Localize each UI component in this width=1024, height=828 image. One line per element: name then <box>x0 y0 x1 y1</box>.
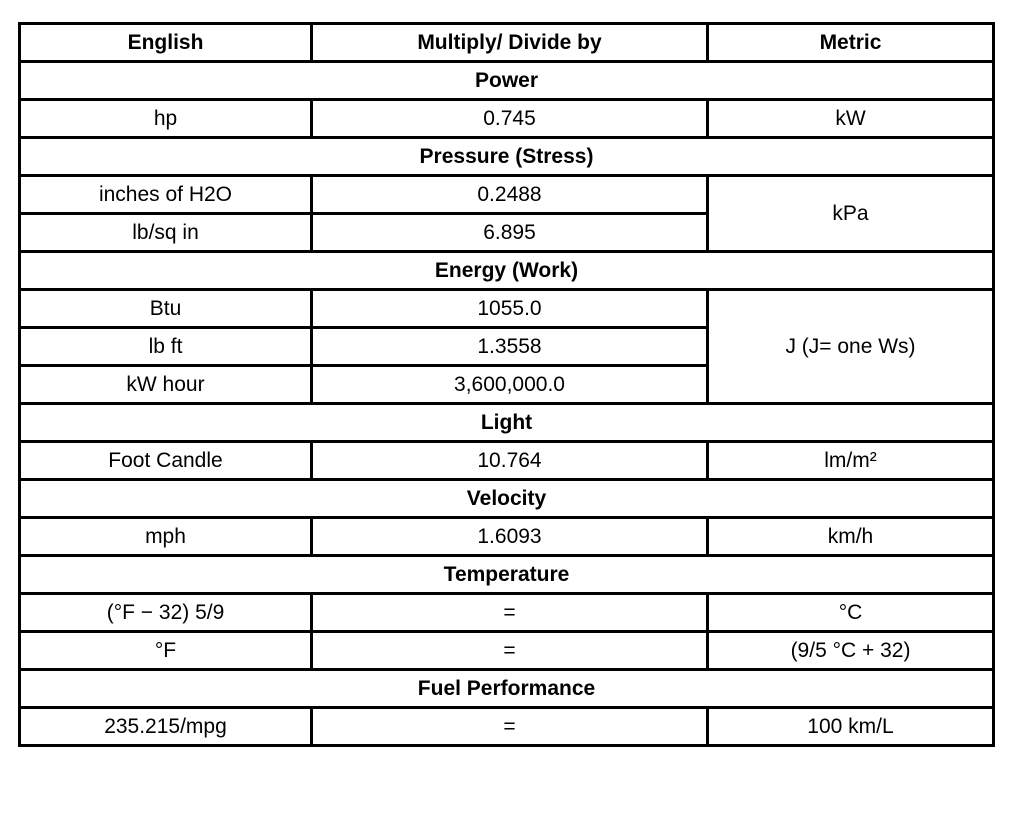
conversion-factor: 1.6093 <box>312 518 708 556</box>
conversion-factor: = <box>312 632 708 670</box>
english-unit: Foot Candle <box>20 442 312 480</box>
header-metric: Metric <box>708 24 994 62</box>
table-row <box>20 518 994 556</box>
english-unit: lb/sq in <box>20 214 312 252</box>
english-unit: inches of H2O <box>20 176 312 214</box>
section-title-temperature: Temperature <box>20 556 994 594</box>
header-english: English <box>20 24 312 62</box>
english-unit: (°F − 32) 5/9 <box>20 594 312 632</box>
section-title-light: Light <box>20 404 994 442</box>
conversion-factor: 0.745 <box>312 100 708 138</box>
conversion-factor: 1.3558 <box>312 328 708 366</box>
metric-unit: J (J= one Ws) <box>708 290 994 404</box>
english-unit: lb ft <box>20 328 312 366</box>
section-title-velocity: Velocity <box>20 480 994 518</box>
section-row-power <box>20 62 994 100</box>
section-title-pressure: Pressure (Stress) <box>20 138 994 176</box>
english-unit: kW hour <box>20 366 312 404</box>
metric-unit: lm/m² <box>708 442 994 480</box>
section-row-temperature <box>20 556 994 594</box>
table-row <box>20 632 994 670</box>
section-row-light <box>20 404 994 442</box>
table-row <box>20 594 994 632</box>
metric-unit: 100 km/L <box>708 708 994 746</box>
english-unit: Btu <box>20 290 312 328</box>
table-row <box>20 176 994 214</box>
conversion-factor: = <box>312 594 708 632</box>
metric-unit: °C <box>708 594 994 632</box>
conversion-table <box>18 22 995 747</box>
conversion-factor: 0.2488 <box>312 176 708 214</box>
english-unit: 235.215/mpg <box>20 708 312 746</box>
conversion-factor: 6.895 <box>312 214 708 252</box>
conversion-factor: = <box>312 708 708 746</box>
english-unit: mph <box>20 518 312 556</box>
metric-unit: km/h <box>708 518 994 556</box>
section-row-pressure <box>20 138 994 176</box>
section-row-fuel <box>20 670 994 708</box>
section-title-energy: Energy (Work) <box>20 252 994 290</box>
table-row <box>20 100 994 138</box>
table-row <box>20 442 994 480</box>
metric-unit: (9/5 °C + 32) <box>708 632 994 670</box>
metric-unit: kPa <box>708 176 994 252</box>
table-row <box>20 290 994 328</box>
section-row-energy <box>20 252 994 290</box>
english-unit: hp <box>20 100 312 138</box>
section-title-power: Power <box>20 62 994 100</box>
conversion-factor: 3,600,000.0 <box>312 366 708 404</box>
metric-unit: kW <box>708 100 994 138</box>
conversion-factor: 10.764 <box>312 442 708 480</box>
section-title-fuel: Fuel Performance <box>20 670 994 708</box>
english-unit: °F <box>20 632 312 670</box>
section-row-velocity <box>20 480 994 518</box>
header-factor: Multiply/ Divide by <box>312 24 708 62</box>
table-row <box>20 708 994 746</box>
conversion-factor: 1055.0 <box>312 290 708 328</box>
header-row <box>20 24 994 62</box>
